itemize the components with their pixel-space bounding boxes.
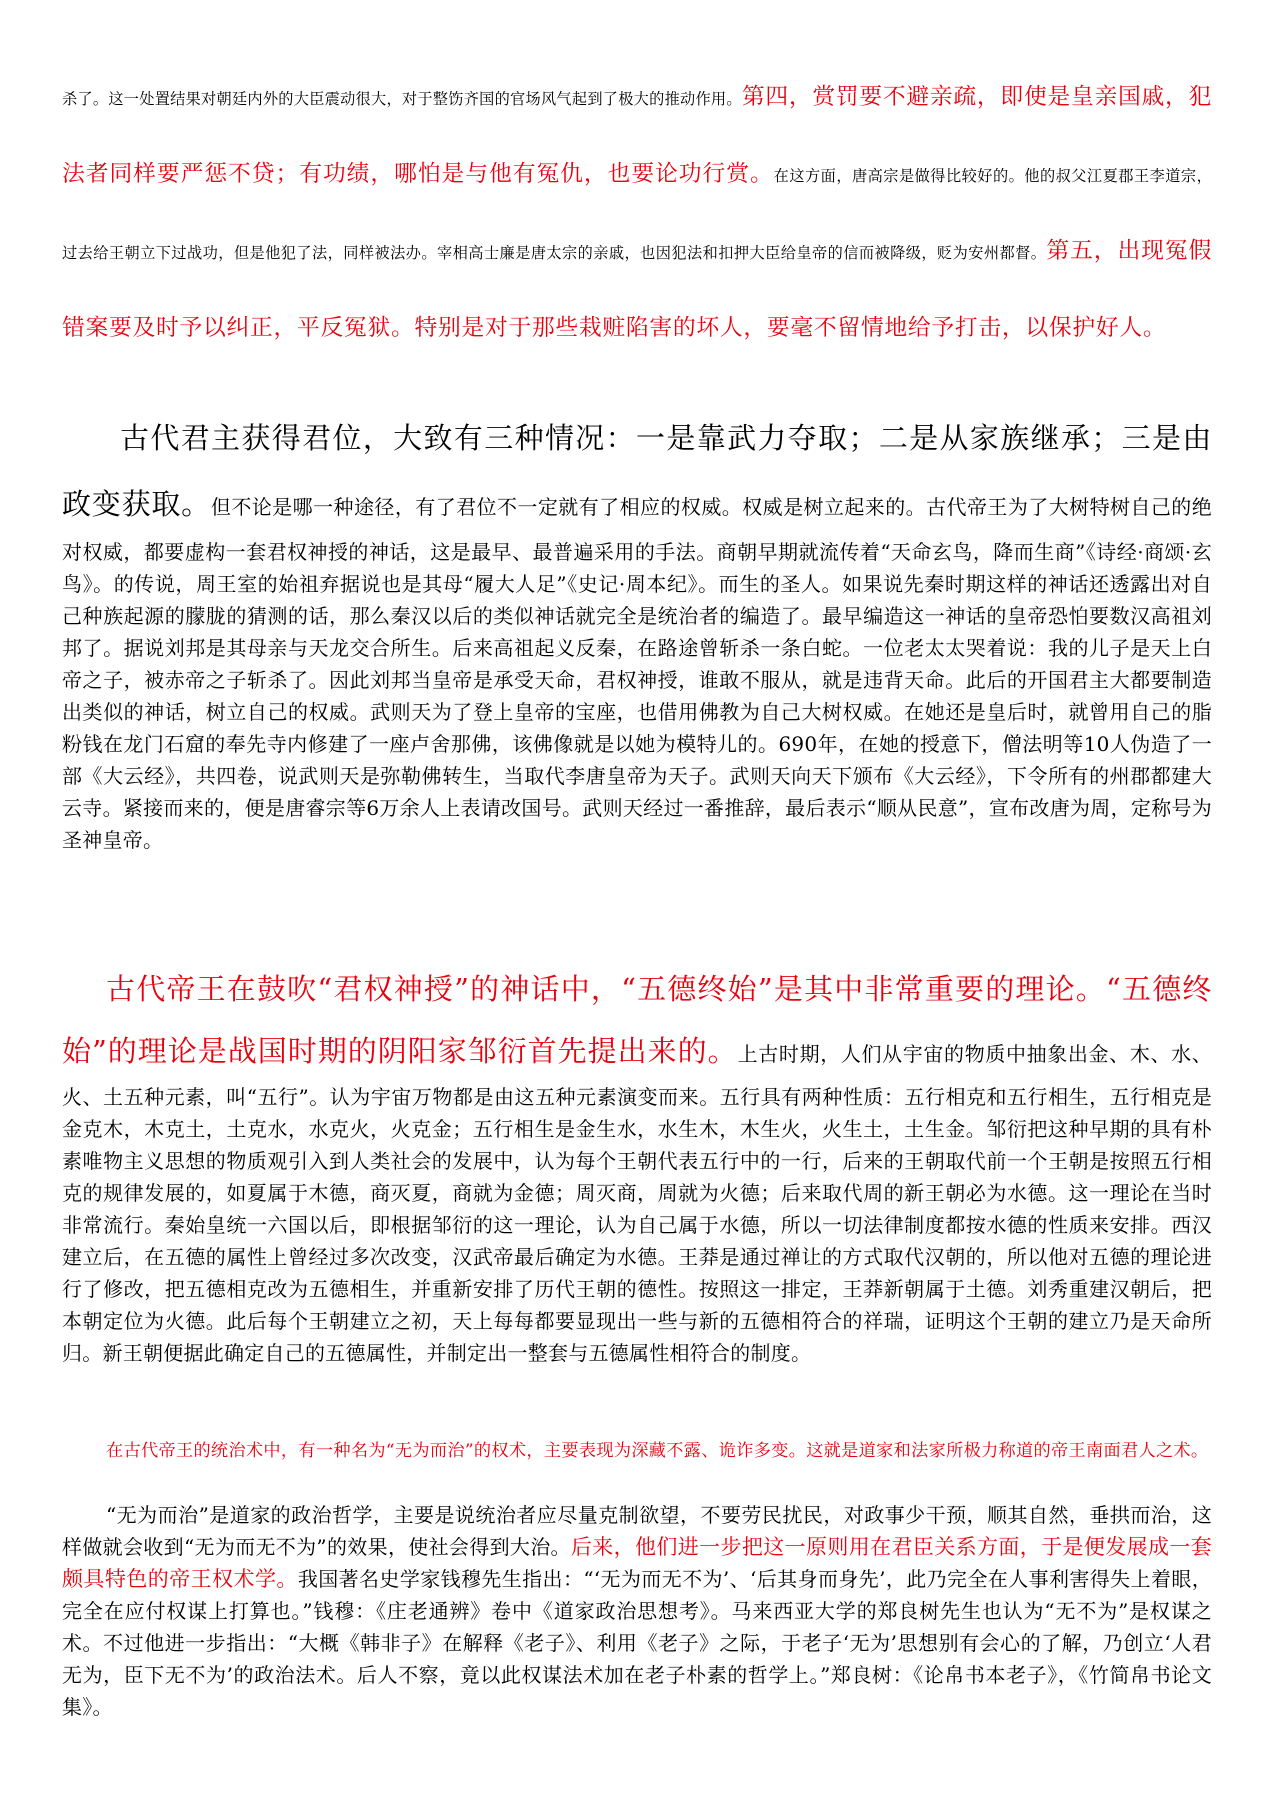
text-run: 上古时期，人们从宇宙的物质中抽象出金、木、水、火、土五种元素，叫“五行”。认为宇宙万物都是由这五种元素演变而来。五行具有两种性质：五行相克和五行相生，五行相克是金克木，木克土，土克水，水克火，火克金；五行相生是金生水，水生木，木生火，火生土，土生金。邹衍把这种早期的具有朴素唯物主义思想的物质观引入到人类社会的发展中，认为每个王朝代表五行中的一行，后来的王朝取代前一个王朝是按照五行相克的规律发展的，如夏属于木德，商灭夏，商就为金德；周灭商，周就为火德；后来取代周的新王朝必为水德。这一理论在当时非常流行。秦始皇统一六国以后，即根据邹衍的这一理论，认为自己属于水德，所以一切法律制度都按水德的性质来安排。西汉建立后，在五德的属性上曾经过多次改变，汉武帝最后确定为水德。王莽是通过禅让的方式取代汉朝的，所以他对五德的理论进行了修改，把五德相克改为五德相生，并重新安排了历代王朝的德性。按照这一排定，王莽新朝属于土德。刘秀重建汉朝后，把本朝定位为火德。此后每个王朝建立之初，天上每每都要显现出一些与新的五德相符合的祥瑞，证明这个王朝的建立乃是天命所归。新王朝便据此确定自己的五德属性，并制定出一整套与五德属性相符合的制度。 bbox=[62, 1042, 1212, 1365]
highlight-run: 在古代帝王的统治术中，有一种名为“无为而治”的权术，主要表现为深藏不露、诡诈多变。这就是道家和法家所极力称道的帝王南面君人之术。 bbox=[106, 1441, 1209, 1461]
text-run: “无为而治”是道家的政治哲学，主要是说统治者应尽量克制欲望，不要劳民扰民，对政事少干预，顺其自然，垂拱而治，这样做就会收到“无为而无不为”的效果，使社会得到大治。 bbox=[62, 1503, 1212, 1559]
highlight-run: 后来，他们进一步把这一原则用在君臣关系方面，于是便发展成一套颇具特色的帝王权术学。 bbox=[62, 1535, 1213, 1591]
paragraph-divine-right bbox=[62, 405, 1212, 857]
paragraph-wuwei-heading bbox=[62, 1435, 1212, 1467]
lead-run: 古代君主获得君位，大致有三种情况：一是靠武力夺取；二是从家族继承；三是由政变获取。 bbox=[62, 421, 1212, 521]
paragraph-rewards-punishments bbox=[62, 60, 1212, 367]
text-run: 杀了。这一处置结果对朝廷内外的大臣震动很大，对于整饬齐国的官场风气起到了极大的推动作用。 bbox=[62, 90, 742, 108]
paragraph-five-virtues bbox=[62, 958, 1212, 1370]
text-run: 但不论是哪一种途径，有了君位不一定就有了相应的权威。权威是树立起来的。古代帝王为了大树特树自己的绝对权威，都要虚构一套君权神授的神话，这是最早、最普遍采用的手法。商朝早期就流传着“天命玄鸟，降而生商”《诗经·商颂·玄鸟》。的传说，周王室的始祖弃据说也是其母“履大人足”《史记·周本纪》。而生的圣人。如果说先秦时期这样的神话还透露出对自己种族起源的朦胧的猜测的话，那么秦汉以后的类似神话就完全是统治者的编造了。最早编造这一神话的皇帝恐怕要数汉高祖刘邦了。据说刘邦是其母亲与天龙交合所生。后来高祖起义反秦，在路途曾斩杀一条白蛇。一位老太太哭着说：我的儿子是天上白帝之子，被赤帝之子斩杀了。因此刘邦当皇帝是承受天命，君权神授，谁敢不服从，就是违背天命。此后的开国君主大都要制造出类似的神话，树立自己的权威。武则天为了登上皇帝的宝座，也借用佛教为自己大树权威。在她还是皇后时，就曾用自己的脂粉钱在龙门石窟的奉先寺内修建了一座卢舍那佛，该佛像就是以她为模特儿的。690年，在她的授意下，僧法明等10人伪造了一部《大云经》，共四卷，说武则天是弥勒佛转生，当取代李唐皇帝为天子。武则天向天下颁布《大云经》，下令所有的州郡都建大云寺。紧接而来的，便是唐睿宗等6万余人上表请改国号。武则天经过一番推辞，最后表示“顺从民意”，宣布改唐为周，定称号为圣神皇帝。 bbox=[62, 495, 1212, 852]
paragraph-wuwei-body bbox=[62, 1500, 1212, 1724]
highlight-run: 第四，赏罚要不避亲疏，即使是皇亲国戚，犯法者同样要严惩不贷；有功绩，哪怕是与他有冤仇，也要论功行赏。 bbox=[62, 84, 1213, 187]
highlight-run: 古代帝王在鼓吹“君权神授”的神话中，“五德终始”是其中非常重要的理论。“五德终始”的理论是战国时期的阴阳家邹衍首先提出来的。 bbox=[62, 972, 1212, 1068]
highlight-run: 第五，出现冤假错案要及时予以纠正，平反冤狱。特别是对于那些栽赃陷害的坏人，要毫不留情地给予打击，以保护好人。 bbox=[62, 238, 1212, 341]
text-run: 我国著名史学家钱穆先生指出：“‘无为而无不为’、‘后其身而身先’，此乃完全在人事利害得失上着眼，完全在应付权谋上打算也。”钱穆：《庄老通辨》卷中《道家政治思想考》。马来西亚大学的郑良树先生也认为“无不为”是权谋之术。不过他进一步指出：“大概《韩非子》在解释《老子》、利用《老子》之际，于老子‘无为’思想别有会心的了解，乃创立‘人君无为，臣下无不为’的政治法术。后人不察，竟以此权谋法术加在老子朴素的哲学上。”郑良树：《论帛书本老子》，《竹简帛书论文集》。 bbox=[62, 1567, 1212, 1719]
text-run: 在这方面，唐高宗是做得比较好的。他的叔父江夏郡王李道宗，过去给王朝立下过战功，但是他犯了法，同样被法办。宰相高士廉是唐太宗的亲戚，也因犯法和扣押大臣给皇帝的信而被降级，贬为安州都督。 bbox=[62, 167, 1213, 262]
